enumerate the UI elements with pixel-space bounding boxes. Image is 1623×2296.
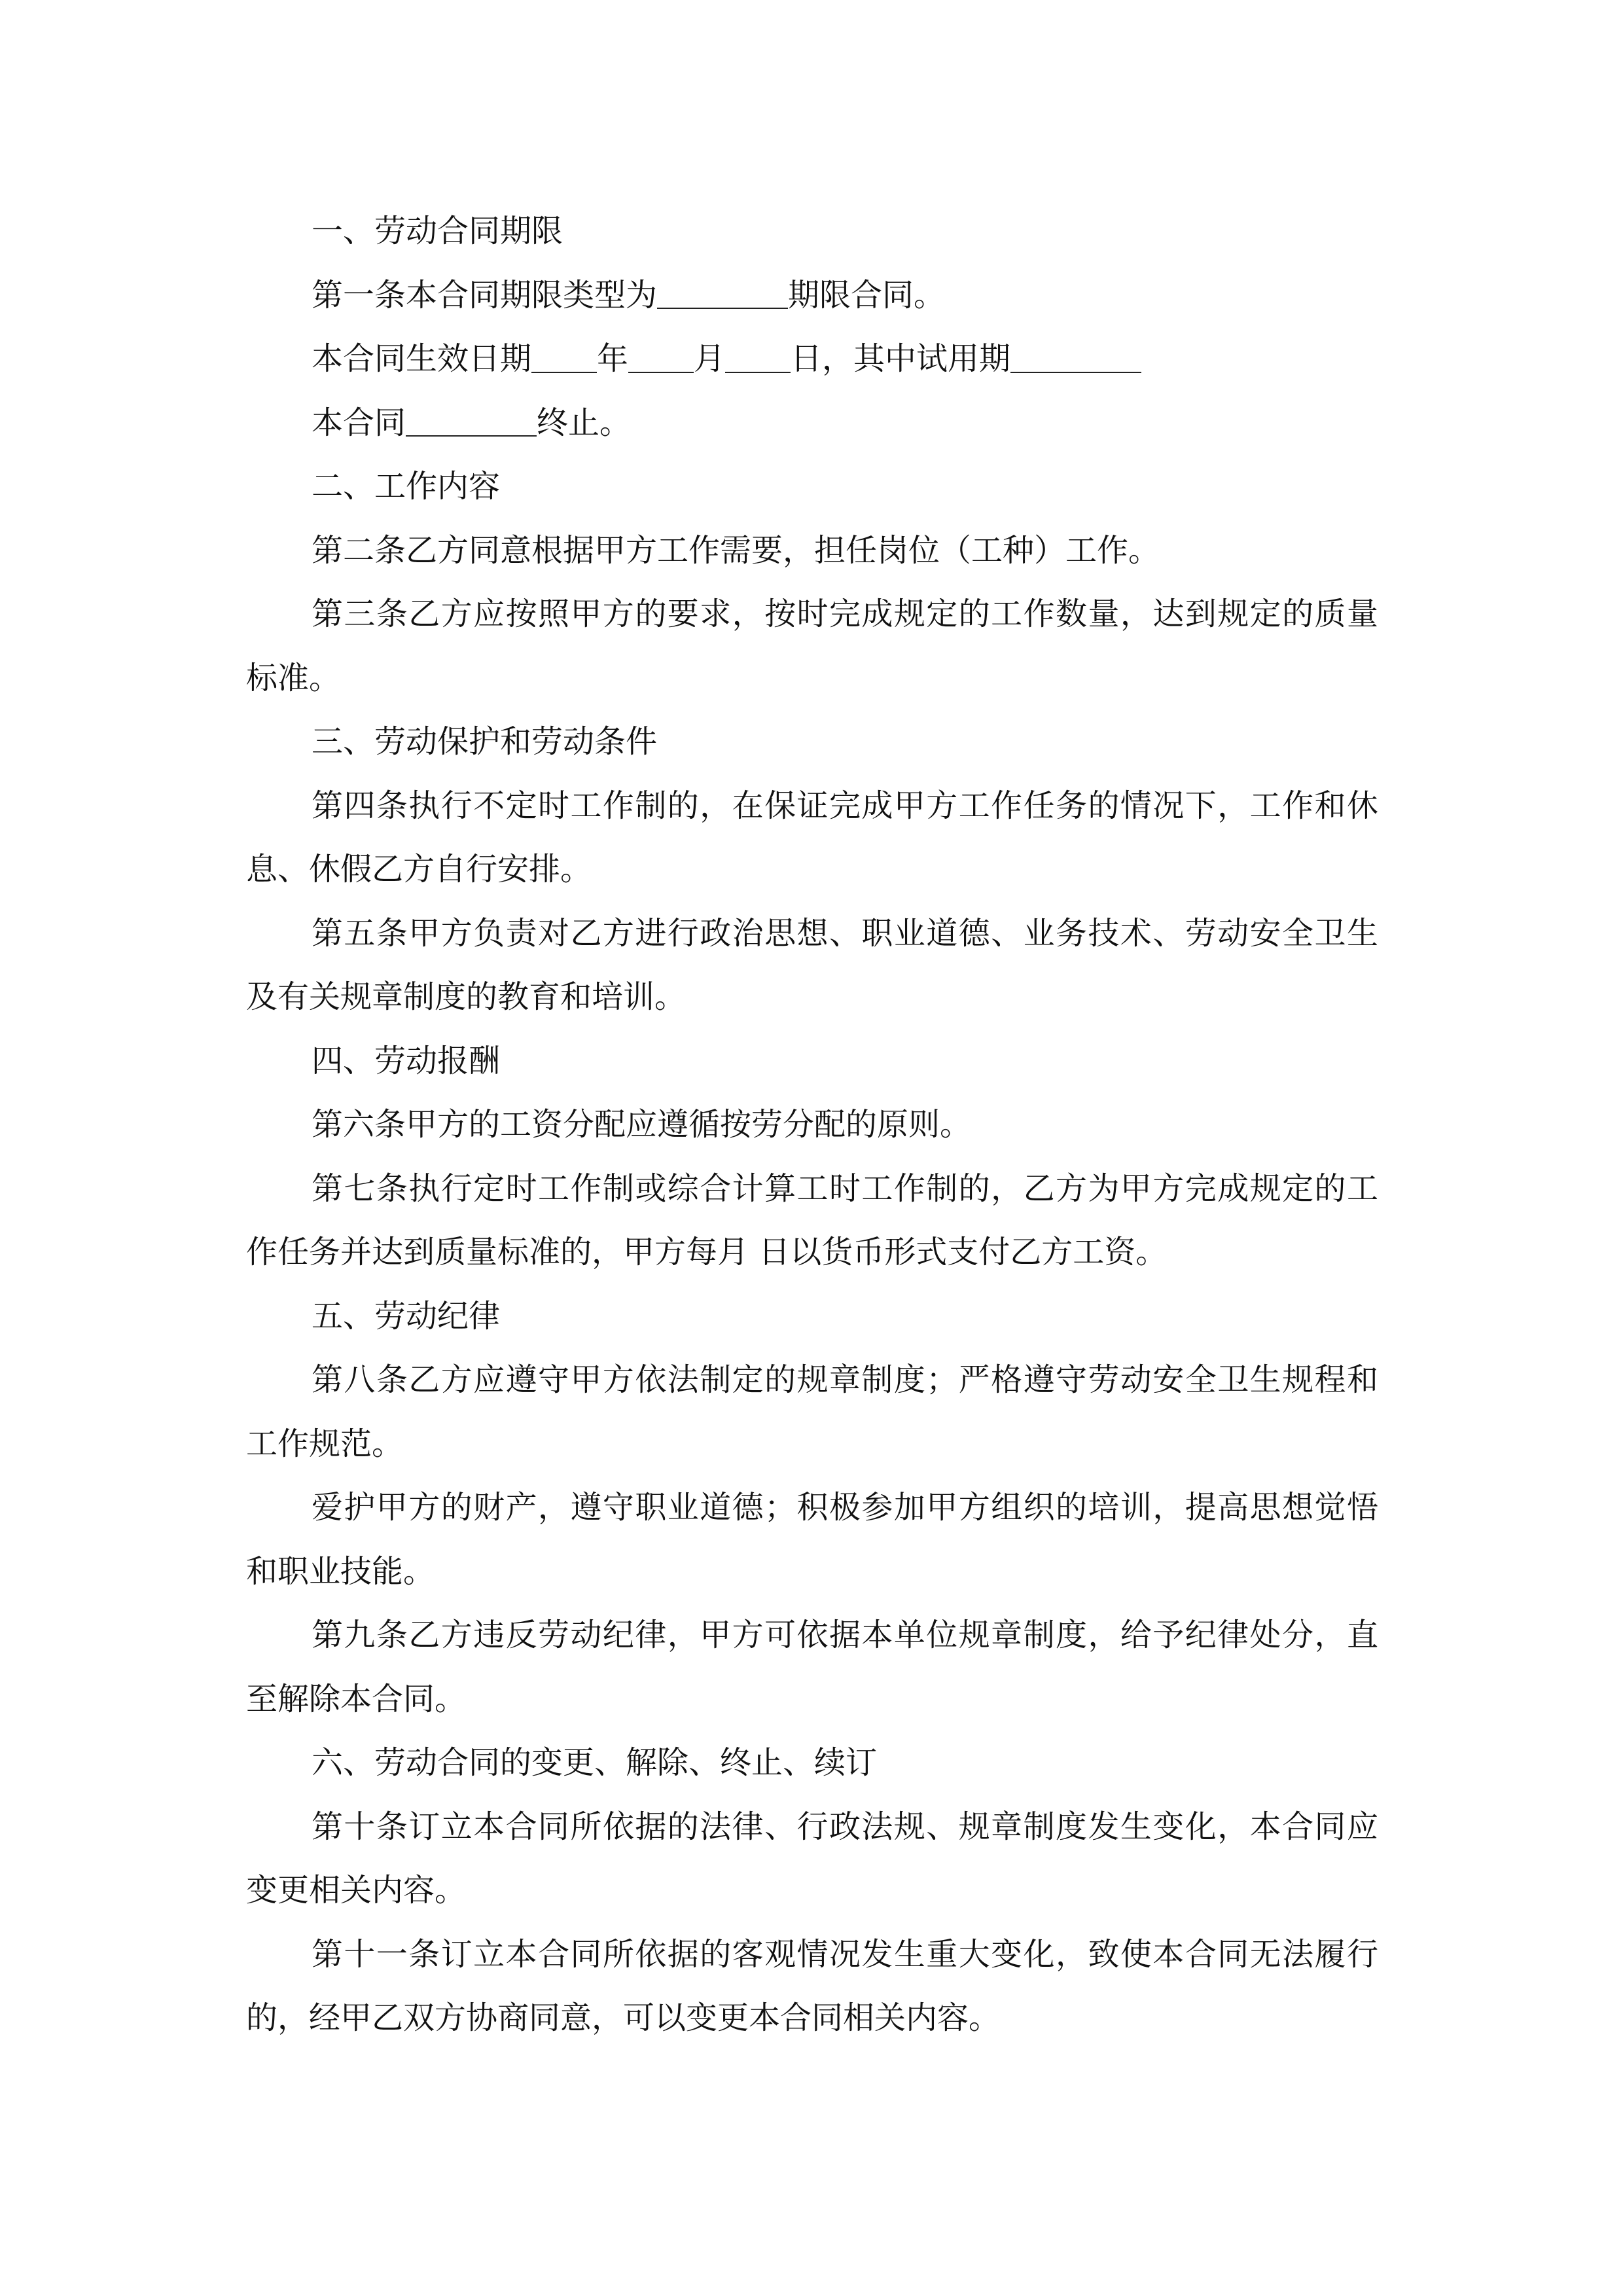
article-8: 第八条乙方应遵守甲方依法制定的规章制度；严格遵守劳动安全卫生规程和工作规范。 <box>246 1361 1378 1462</box>
article-8-continued: 爱护甲方的财产，遵守职业道德；积极参加甲方组织的培训，提高思想觉悟和职业技能。 <box>246 1489 1378 1590</box>
section-heading-4: 四、劳动报酬 <box>312 1042 501 1079</box>
month-blank <box>628 340 694 373</box>
article-4: 第四条执行不定时工作制的，在保证完成甲方工作任务的情况下，工作和休息、休假乙方自行安排。 <box>246 787 1378 888</box>
termination-line <box>246 391 1378 456</box>
article-1-text-b: 期限合同。 <box>788 276 946 314</box>
effective-date-label: 本合同生效日期 <box>312 340 532 377</box>
article-1-text-a: 第一条本合同期限类型为 <box>312 276 658 314</box>
article-9: 第九条乙方违反劳动纪律，甲方可依据本单位规章制度，给予纪律处分，直至解除本合同。 <box>246 1617 1378 1717</box>
article-3: 第三条乙方应按照甲方的要求，按时完成规定的工作数量，达到规定的质量标准。 <box>246 596 1378 696</box>
day-blank <box>725 340 791 373</box>
section-heading-3: 三、劳动保护和劳动条件 <box>312 723 658 760</box>
termination-text-b: 终止。 <box>537 404 632 441</box>
probation-blank <box>1010 340 1141 373</box>
termination-text-a: 本合同 <box>312 404 406 441</box>
article-2: 第二条乙方同意根据甲方工作需要，担任岗位（工种）工作。 <box>312 531 1160 569</box>
month-label: 月 <box>694 340 726 377</box>
effective-date-line <box>246 327 1378 391</box>
document-body <box>246 200 1378 2051</box>
year-label: 年 <box>597 340 629 377</box>
day-probation-label: 日，其中试用期 <box>791 340 1011 377</box>
year-blank <box>531 340 597 373</box>
article-10: 第十条订立本合同所依据的法律、行政法规、规章制度发生变化，本合同应变更相关内容。 <box>246 1808 1378 1909</box>
article-7: 第七条执行定时工作制或综合计算工时工作制的，乙方为甲方完成规定的工作任务并达到质量标准的，甲方每月 日以货币形式支付乙方工资。 <box>246 1170 1378 1270</box>
contract-type-blank <box>657 276 788 309</box>
article-6: 第六条甲方的工资分配应遵循按劳分配的原则。 <box>312 1106 972 1143</box>
article-11: 第十一条订立本合同所依据的客观情况发生重大变化，致使本合同无法履行的，经甲乙双方协商同意，可以变更本合同相关内容。 <box>246 1935 1378 2036</box>
section-heading-1: 一、劳动合同期限 <box>312 213 563 249</box>
article-1 <box>246 264 1378 328</box>
section-heading-6: 六、劳动合同的变更、解除、终止、续订 <box>312 1744 878 1781</box>
section-heading-2: 二、工作内容 <box>312 468 501 505</box>
termination-blank <box>406 404 537 437</box>
section-heading-5: 五、劳动纪律 <box>312 1297 501 1335</box>
article-5: 第五条甲方负责对乙方进行政治思想、职业道德、业务技术、劳动安全卫生及有关规章制度的教育和培训。 <box>246 914 1378 1015</box>
